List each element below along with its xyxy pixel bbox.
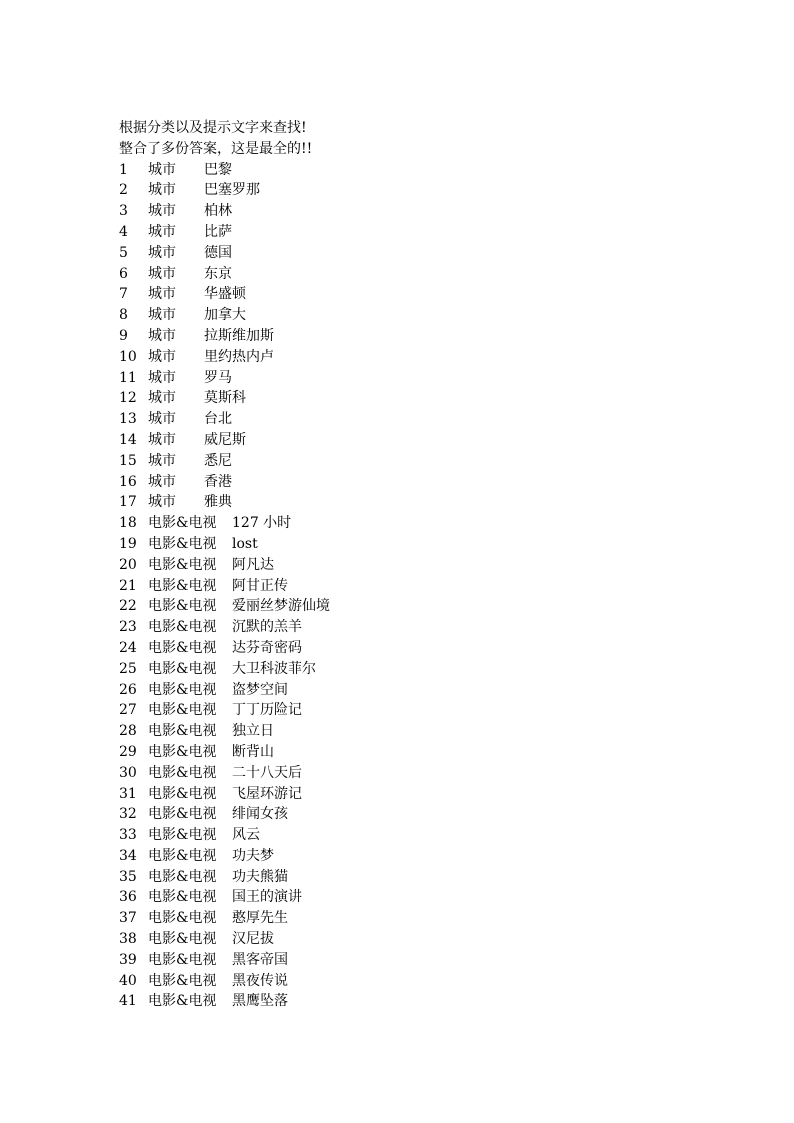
entry-number: 19 [119, 535, 137, 552]
entry-number: 33 [119, 827, 137, 844]
entry-answer: 东京 [204, 265, 232, 282]
entry-category: 电影&电视 [148, 847, 217, 864]
entry-number: 20 [119, 556, 137, 573]
entry-category: 电影&电视 [148, 993, 217, 1010]
entry-category: 电影&电视 [148, 660, 217, 677]
entry-answer: 比萨 [204, 223, 232, 240]
entry-category: 电影&电视 [148, 889, 217, 906]
entry-number: 17 [119, 494, 137, 511]
entry-answer: 莫斯科 [204, 390, 246, 407]
entry-category: 城市 [148, 265, 176, 282]
entry-number: 11 [119, 369, 137, 386]
entry-number: 12 [119, 390, 137, 407]
entry-category: 城市 [148, 203, 176, 220]
entry-category: 电影&电视 [148, 619, 217, 636]
list-item [119, 347, 679, 368]
entry-number: 30 [119, 764, 137, 781]
entry-number: 31 [119, 785, 137, 802]
list-item [119, 388, 679, 409]
intro-line-1: 根据分类以及提示文字来查找! [119, 120, 307, 136]
entry-category: 城市 [148, 411, 176, 428]
list-item [119, 846, 679, 867]
entry-number: 15 [119, 452, 137, 469]
intro-line-2: 整合了多份答案，这是最全的!! [119, 140, 313, 157]
entry-category: 电影&电视 [148, 598, 217, 615]
list-item [119, 659, 679, 680]
entry-answer: 大卫科波菲尔 [232, 660, 316, 677]
entry-answer: lost [232, 535, 258, 552]
entry-number: 22 [119, 598, 137, 615]
entry-category: 城市 [148, 431, 176, 448]
entry-answer: 加拿大 [204, 307, 246, 324]
entry-number: 16 [119, 473, 137, 490]
list-item [119, 784, 679, 805]
entry-number: 23 [119, 619, 137, 636]
entry-number: 39 [119, 951, 137, 968]
entry-answer: 柏林 [204, 203, 232, 220]
list-item [119, 284, 679, 305]
entry-number: 2 [119, 182, 128, 199]
list-item [119, 222, 679, 243]
entry-number: 21 [119, 577, 137, 594]
entry-number: 5 [119, 244, 128, 261]
entry-answer: 威尼斯 [204, 431, 246, 448]
entry-answer: 拉斯维加斯 [204, 327, 274, 344]
list-item [119, 513, 679, 534]
entry-answer: 黑客帝国 [232, 951, 288, 968]
list-item [119, 721, 679, 742]
entry-category: 电影&电视 [148, 515, 217, 532]
entry-answer: 阿甘正传 [232, 577, 288, 594]
entry-number: 41 [119, 993, 137, 1010]
entry-number: 4 [119, 223, 128, 240]
entry-category: 城市 [148, 244, 176, 261]
entry-number: 9 [119, 327, 128, 344]
entry-number: 40 [119, 972, 137, 989]
list-item [119, 991, 679, 1012]
list-item [119, 264, 679, 285]
entry-category: 城市 [148, 473, 176, 490]
entry-number: 35 [119, 868, 137, 885]
entry-answer: 独立日 [232, 723, 274, 740]
list-item [119, 929, 679, 950]
entry-category: 电影&电视 [148, 723, 217, 740]
entry-category: 城市 [148, 161, 176, 178]
entry-answer: 飞屋环游记 [232, 785, 302, 802]
entry-answer: 汉尼拔 [232, 931, 274, 948]
list-item [119, 887, 679, 908]
entry-category: 电影&电视 [148, 743, 217, 760]
entry-answer: 断背山 [232, 743, 274, 760]
entry-number: 13 [119, 411, 137, 428]
entry-answer: 黑鹰坠落 [232, 993, 288, 1010]
entry-number: 18 [119, 515, 137, 532]
entry-answer: 沉默的羔羊 [232, 619, 302, 636]
entry-answer: 绯闻女孩 [232, 806, 288, 823]
entry-category: 城市 [148, 327, 176, 344]
entry-category: 电影&电视 [148, 556, 217, 573]
entry-answer: 二十八天后 [232, 764, 302, 781]
list-item [119, 825, 679, 846]
entry-category: 电影&电视 [148, 535, 217, 552]
entry-answer: 罗马 [204, 369, 232, 386]
list-item [119, 742, 679, 763]
entry-answer: 127 小时 [232, 515, 292, 532]
entry-number: 3 [119, 203, 128, 220]
entry-number: 27 [119, 702, 137, 719]
list-item [119, 950, 679, 971]
entry-category: 城市 [148, 348, 176, 365]
entry-answer: 德国 [204, 244, 232, 261]
entry-category: 电影&电视 [148, 972, 217, 989]
entry-category: 电影&电视 [148, 910, 217, 927]
entry-number: 32 [119, 806, 137, 823]
entry-answer: 国王的演讲 [232, 889, 302, 906]
entry-number: 24 [119, 639, 137, 656]
entry-category: 电影&电视 [148, 764, 217, 781]
entry-category: 城市 [148, 494, 176, 511]
entry-category: 城市 [148, 452, 176, 469]
list-item [119, 409, 679, 430]
entry-answer: 黑夜传说 [232, 972, 288, 989]
entry-category: 电影&电视 [148, 785, 217, 802]
list-item [119, 638, 679, 659]
entry-number: 14 [119, 431, 137, 448]
entry-answer: 憨厚先生 [232, 910, 288, 927]
entry-category: 城市 [148, 182, 176, 199]
list-item [119, 555, 679, 576]
list-item [119, 368, 679, 389]
entry-answer: 功夫梦 [232, 847, 274, 864]
entry-answer: 香港 [204, 473, 232, 490]
entry-answer: 里约热内卢 [204, 348, 274, 365]
list-item [119, 700, 679, 721]
entry-category: 电影&电视 [148, 806, 217, 823]
entry-answer: 风云 [232, 827, 260, 844]
list-item [119, 576, 679, 597]
entry-category: 城市 [148, 286, 176, 303]
list-item [119, 160, 679, 181]
entry-number: 7 [119, 286, 128, 303]
entry-category: 电影&电视 [148, 702, 217, 719]
entry-number: 1 [119, 161, 128, 178]
list-item [119, 492, 679, 513]
entry-answer: 巴黎 [204, 161, 232, 178]
entry-category: 电影&电视 [148, 827, 217, 844]
intro-text [119, 118, 679, 160]
list-item [119, 472, 679, 493]
entry-number: 6 [119, 265, 128, 282]
entry-number: 37 [119, 910, 137, 927]
list-item [119, 180, 679, 201]
entry-number: 26 [119, 681, 137, 698]
list-item [119, 763, 679, 784]
entry-answer: 盗梦空间 [232, 681, 288, 698]
entry-answer: 丁丁历险记 [232, 702, 302, 719]
entry-number: 29 [119, 743, 137, 760]
list-item [119, 534, 679, 555]
entry-category: 电影&电视 [148, 577, 217, 594]
entry-answer: 巴塞罗那 [204, 182, 260, 199]
list-item [119, 596, 679, 617]
list-item [119, 451, 679, 472]
list-item [119, 430, 679, 451]
list-item [119, 908, 679, 929]
entry-number: 34 [119, 847, 137, 864]
list-item [119, 305, 679, 326]
entry-number: 25 [119, 660, 137, 677]
entry-category: 城市 [148, 307, 176, 324]
entry-answer: 雅典 [204, 494, 232, 511]
entry-answer: 功夫熊猫 [232, 868, 288, 885]
entry-answer: 爱丽丝梦游仙境 [232, 598, 330, 615]
list-item [119, 201, 679, 222]
entry-number: 8 [119, 307, 128, 324]
entry-number: 28 [119, 723, 137, 740]
answer-list [119, 160, 679, 1013]
list-item [119, 804, 679, 825]
entry-answer: 悉尼 [204, 452, 232, 469]
entry-category: 电影&电视 [148, 681, 217, 698]
list-item [119, 680, 679, 701]
entry-category: 电影&电视 [148, 951, 217, 968]
entry-category: 城市 [148, 223, 176, 240]
entry-category: 电影&电视 [148, 868, 217, 885]
entry-number: 38 [119, 931, 137, 948]
entry-category: 城市 [148, 369, 176, 386]
list-item [119, 617, 679, 638]
entry-category: 电影&电视 [148, 931, 217, 948]
entry-answer: 达芬奇密码 [232, 639, 302, 656]
entry-category: 城市 [148, 390, 176, 407]
entry-number: 10 [119, 348, 137, 365]
list-item [119, 243, 679, 264]
list-item [119, 867, 679, 888]
entry-number: 36 [119, 889, 137, 906]
entry-answer: 华盛顿 [204, 286, 246, 303]
list-item [119, 326, 679, 347]
entry-answer: 台北 [204, 411, 232, 428]
list-item [119, 971, 679, 992]
entry-category: 电影&电视 [148, 639, 217, 656]
entry-answer: 阿凡达 [232, 556, 274, 573]
